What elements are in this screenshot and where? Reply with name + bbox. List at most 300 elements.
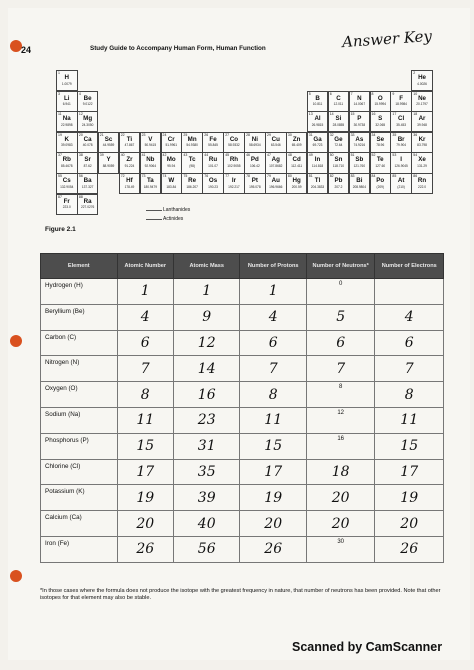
element-cell-rn — [411, 173, 433, 194]
element-cell-c — [328, 91, 350, 112]
cell-atomic-number: 11 — [58, 112, 62, 117]
cell-mass: 10.811 — [312, 102, 323, 107]
cell-atomic-number: 55 — [58, 174, 62, 178]
cell-symbol: Mg — [83, 115, 93, 123]
cell-protons: 26 — [240, 536, 306, 562]
cell-protons: 7 — [240, 356, 306, 382]
cell-symbol: Mn — [187, 135, 197, 143]
cell-neutrons: 7 — [306, 356, 375, 382]
cell-symbol: Ti — [126, 135, 133, 143]
running-header: Study Guide to Accompany Human Form, Human Function — [90, 45, 266, 52]
cell-mass: 55.845 — [208, 143, 218, 148]
cell-atomic-number: 32 — [329, 132, 334, 137]
cell-mass: 24.3050 — [81, 122, 94, 127]
cell-symbol: He — [418, 74, 426, 81]
cell-symbol: Ne — [418, 94, 426, 102]
cell-atomic-number: 86 — [413, 174, 418, 178]
cell-symbol: Pb — [334, 177, 343, 184]
footnote: *In those cases where the formula does not produce the isotope with the greatest frequency in nature, that number of neutrons has been provided. Note that other isotopes for that element may also be stable. — [40, 588, 441, 601]
cell-mass: 83.798 — [417, 143, 427, 148]
element-cell-he — [411, 70, 433, 91]
cell-atomic-number: 13 — [308, 112, 313, 117]
element-cell-os — [202, 173, 224, 194]
cell-electrons — [375, 279, 444, 305]
cell-mass: (209) — [376, 184, 384, 189]
cell-symbol: Se — [376, 135, 385, 143]
element-cell-cs — [56, 173, 78, 194]
cell-atomic-number: 27 — [225, 132, 230, 137]
cell-symbol: Y — [106, 156, 111, 164]
cell-symbol: Be — [83, 94, 92, 102]
cell-symbol: Al — [314, 115, 321, 123]
cell-atomic-number: 51 — [350, 153, 355, 158]
element-cell-sn — [328, 152, 350, 173]
element-cell-zr — [119, 152, 141, 173]
element-cell-ta — [140, 173, 162, 194]
cell-atomic-mass: 40 — [173, 511, 239, 537]
cell-atomic-number: 56 — [78, 174, 83, 178]
cell-mass: 92.9064 — [144, 163, 157, 168]
cell-atomic-number: 49 — [308, 153, 313, 158]
cell-mass: 58.9332 — [228, 143, 240, 148]
cell-atomic-number: 87 — [58, 194, 62, 199]
cell-symbol: Tl — [314, 177, 321, 184]
cell-symbol: Ir — [231, 177, 236, 184]
cell-mass: 227.0276 — [80, 205, 95, 210]
element-cell-te — [370, 152, 392, 173]
cell-atomic-number: 50 — [329, 153, 334, 158]
element-cell-ga — [307, 132, 329, 153]
element-cell-nb — [140, 152, 162, 173]
cell-element: Potassium (K) — [41, 485, 118, 511]
cell-atomic-number: 31 — [308, 132, 313, 137]
cell-atomic-number: 45 — [225, 153, 230, 158]
cell-symbol: Mo — [166, 156, 176, 164]
cell-atomic-number: 15 — [350, 112, 355, 117]
cell-mass: 95.94 — [167, 163, 176, 168]
cell-symbol: F — [399, 94, 404, 102]
scanner-watermark: Scanned by CamScanner — [292, 640, 443, 654]
cell-atomic-number: 17 — [117, 459, 173, 485]
table-body — [41, 279, 444, 563]
cell-mass: 32.065 — [375, 122, 386, 127]
cell-mass: 186.207 — [186, 184, 198, 189]
element-cell-ge — [328, 132, 350, 153]
cell-mass: 22.9898 — [60, 122, 73, 127]
cell-mass: 200.59 — [291, 184, 302, 189]
cell-atomic-number: 82 — [329, 174, 334, 178]
cell-atomic-number: 3 — [58, 91, 60, 96]
cell-mass: 183.84 — [166, 184, 177, 189]
cell-symbol: Bi — [356, 177, 363, 184]
element-cell-cr — [161, 132, 183, 153]
cell-atomic-mass: 9 — [173, 304, 239, 330]
cell-element: Hydrogen (H) — [41, 279, 118, 305]
cell-mass: 112.411 — [291, 163, 303, 168]
element-cell-re — [181, 173, 203, 194]
cell-symbol: Xe — [418, 156, 426, 164]
element-cell-ag — [265, 152, 287, 173]
cell-protons: 19 — [240, 485, 306, 511]
element-cell-pb — [328, 173, 350, 194]
cell-symbol: Po — [376, 177, 385, 184]
element-cell-n — [349, 91, 371, 112]
cell-atomic-number: 20 — [78, 132, 83, 137]
cell-atomic-number: 75 — [183, 174, 188, 178]
cell-atomic-number: 19 — [58, 132, 62, 137]
cell-atomic-mass: 16 — [173, 382, 239, 408]
cell-symbol: Os — [208, 177, 218, 184]
cell-element: Calcium (Ca) — [41, 511, 118, 537]
cell-atomic-number: 26 — [204, 132, 209, 137]
cell-mass: 222.0 — [418, 184, 427, 189]
cell-mass: 40.078 — [82, 143, 93, 148]
element-cell-pt — [244, 173, 266, 194]
cell-atomic-number: 19 — [117, 485, 173, 511]
cell-symbol: Pd — [250, 156, 259, 164]
actinides-label: Actinides — [163, 216, 184, 222]
cell-electrons: 4 — [375, 304, 444, 330]
cell-symbol: V — [148, 135, 153, 143]
element-cell-si — [328, 111, 350, 132]
cell-mass: 18.9984 — [395, 102, 407, 107]
cell-symbol: Nb — [146, 156, 155, 164]
cell-mass: 39.0983 — [60, 143, 73, 148]
cell-atomic-number: 7 — [117, 356, 173, 382]
cell-atomic-number: 36 — [413, 132, 418, 137]
cell-mass: 178.49 — [124, 184, 135, 189]
cell-mass: 15.9994 — [374, 102, 387, 107]
cell-atomic-number: 80 — [287, 174, 292, 178]
cell-atomic-number: 2 — [413, 71, 416, 75]
element-cell-fe — [202, 132, 224, 153]
cell-mass: 28.0855 — [332, 122, 345, 127]
element-cell-br — [390, 132, 412, 153]
cell-atomic-mass: 14 — [173, 356, 239, 382]
cell-atomic-number: 74 — [162, 174, 167, 178]
cell-symbol: Pt — [251, 177, 258, 184]
page-number: 24 — [21, 45, 32, 55]
cell-mass: 126.9045 — [394, 163, 408, 168]
lanthanides-label: Lanthanides — [163, 207, 191, 213]
cell-electrons: 15 — [375, 433, 444, 459]
cell-element: Nitrogen (N) — [41, 356, 118, 382]
cell-mass: 69.723 — [312, 143, 323, 148]
cell-atomic-number: 6 — [117, 330, 173, 356]
cell-atomic-mass: 1 — [173, 279, 239, 305]
cell-electrons: 7 — [375, 356, 444, 382]
cell-symbol: In — [314, 156, 321, 164]
element-cell-bi — [349, 173, 371, 194]
table-header-row — [41, 254, 444, 279]
cell-mass: 14.0067 — [353, 102, 366, 107]
cell-neutrons: 30 — [306, 536, 375, 562]
cell-atomic-number: 52 — [371, 153, 376, 158]
cell-symbol: Hg — [292, 177, 301, 184]
cell-atomic-number: 4 — [117, 304, 173, 330]
cell-mass: (210) — [397, 184, 405, 189]
cell-atomic-mass: 31 — [173, 433, 239, 459]
cell-mass: 6.941 — [62, 102, 71, 107]
header-atomic-mass: Atomic Mass — [173, 254, 239, 279]
cell-electrons: 11 — [375, 407, 444, 433]
cell-mass: 30.9738 — [353, 122, 366, 127]
cell-symbol: Hf — [126, 177, 133, 184]
element-cell-o — [370, 91, 392, 112]
cell-symbol: Li — [64, 94, 70, 102]
cell-atomic-number: 46 — [246, 153, 250, 158]
cell-symbol: Cl — [398, 115, 405, 123]
cell-mass: 26.9815 — [311, 122, 324, 127]
cell-atomic-number: 78 — [246, 174, 250, 178]
cell-element: Carbon (C) — [41, 330, 118, 356]
cell-atomic-number: 14 — [329, 112, 334, 117]
cell-mass: 180.9479 — [143, 184, 157, 189]
table-row — [41, 536, 444, 562]
cell-symbol: Rn — [417, 177, 427, 184]
header-neutrons: Number of Neutrons* — [306, 254, 375, 279]
cell-symbol: Rh — [229, 156, 239, 164]
cell-atomic-number: 8 — [371, 91, 374, 96]
cell-electrons: 17 — [375, 459, 444, 485]
element-cell-b — [307, 91, 329, 112]
cell-mass: 190.23 — [208, 184, 218, 189]
cell-mass: 192.217 — [228, 184, 240, 189]
cell-mass: 1.0079 — [61, 81, 72, 86]
header-electrons: Number of Electrons — [375, 254, 444, 279]
element-cell-y — [98, 152, 120, 173]
cell-symbol: Ba — [83, 177, 92, 184]
cell-protons: 11 — [240, 407, 306, 433]
cell-symbol: Ta — [146, 177, 154, 184]
element-cell-hf — [119, 173, 141, 194]
table-row — [41, 330, 444, 356]
element-cell-hg — [286, 173, 308, 194]
cell-atomic-number: 22 — [120, 132, 125, 137]
element-cell-xe — [411, 152, 433, 173]
cell-atomic-number: 81 — [308, 174, 313, 178]
cell-electrons: 20 — [375, 511, 444, 537]
cell-mass: 44.9559 — [102, 143, 115, 148]
cell-atomic-number: 29 — [267, 132, 271, 137]
cell-protons: 4 — [240, 304, 306, 330]
cell-atomic-number: 35 — [392, 132, 397, 137]
table-row — [41, 382, 444, 408]
cell-atomic-number: 40 — [120, 153, 125, 158]
cell-symbol: Kr — [418, 135, 426, 143]
cell-element: Beryllium (Be) — [41, 304, 118, 330]
cell-atomic-number: 48 — [287, 153, 292, 158]
table-row — [41, 459, 444, 485]
cell-atomic-number: 26 — [117, 536, 173, 562]
element-cell-as — [349, 132, 371, 153]
cell-mass: 196.9666 — [269, 184, 283, 189]
cell-mass: 63.546 — [270, 143, 281, 148]
cell-atomic-number: 76 — [204, 174, 209, 178]
cell-mass: 132.9054 — [60, 184, 74, 189]
element-cell-w — [161, 173, 183, 194]
header-atomic-number: Atomic Number — [117, 254, 173, 279]
cell-mass: 50.9415 — [144, 143, 157, 148]
cell-atomic-number: 17 — [392, 112, 397, 117]
cell-mass: 208.9804 — [352, 184, 366, 189]
element-cell-be — [77, 91, 99, 112]
element-cell-al — [307, 111, 329, 132]
element-cell-sr — [77, 152, 99, 173]
cell-atomic-mass: 23 — [173, 407, 239, 433]
cell-electrons: 19 — [375, 485, 444, 511]
cell-symbol: I — [400, 156, 402, 164]
cell-mass: 39.948 — [417, 122, 427, 127]
cell-mass: 106.42 — [249, 163, 260, 168]
element-cell-cd — [286, 152, 308, 173]
cell-symbol: P — [357, 115, 362, 123]
cell-symbol: Ga — [313, 135, 322, 143]
cell-atomic-number: 7 — [350, 91, 353, 96]
cell-atomic-number: 8 — [117, 382, 173, 408]
element-cell-ni — [244, 132, 266, 153]
cell-atomic-number: 11 — [117, 407, 173, 433]
cell-symbol: Cr — [167, 135, 175, 143]
element-cell-fr — [56, 194, 78, 215]
cell-atomic-mass: 56 — [173, 536, 239, 562]
cell-neutrons: 5 — [306, 304, 375, 330]
cell-symbol: W — [168, 177, 175, 184]
cell-atomic-number: 18 — [413, 112, 418, 117]
cell-atomic-mass: 39 — [173, 485, 239, 511]
cell-electrons: 26 — [375, 536, 444, 562]
cell-atomic-number: 34 — [371, 132, 376, 137]
binder-hole-bottom — [10, 570, 22, 582]
cell-electrons: 6 — [375, 330, 444, 356]
cell-symbol: Cu — [271, 135, 280, 143]
cell-mass: 12.011 — [333, 102, 344, 107]
table-row — [41, 433, 444, 459]
element-cell-sc — [98, 132, 120, 153]
cell-neutrons: 20 — [306, 511, 375, 537]
cell-mass: 114.818 — [311, 163, 324, 168]
cell-mass: 118.710 — [332, 163, 345, 168]
cell-symbol: At — [397, 177, 405, 184]
element-cell-tl — [307, 173, 329, 194]
cell-symbol: Ar — [418, 115, 426, 123]
cell-mass: 54.9380 — [186, 143, 198, 148]
cell-protons: 1 — [240, 279, 306, 305]
cell-symbol: Ni — [251, 135, 258, 143]
cell-neutrons: 16 — [306, 433, 375, 459]
element-cell-k — [56, 132, 78, 153]
cell-symbol: Br — [397, 135, 405, 143]
cell-mass: 9.0122 — [82, 102, 93, 107]
element-cell-zn — [286, 132, 308, 153]
cell-atomic-number: 37 — [58, 153, 62, 158]
cell-atomic-number: 47 — [267, 153, 271, 158]
cell-mass: 65.409 — [291, 143, 302, 148]
cell-mass: 85.4678 — [60, 163, 73, 168]
cell-symbol: Tc — [188, 156, 196, 164]
element-cell-cl — [390, 111, 412, 132]
table-row — [41, 407, 444, 433]
cell-mass: 20.1797 — [416, 102, 428, 107]
element-cell-h — [56, 70, 78, 91]
cell-symbol: C — [336, 94, 341, 102]
cell-atomic-number: 9 — [392, 91, 395, 96]
table-row — [41, 511, 444, 537]
cell-atomic-number: 83 — [350, 174, 355, 178]
cell-symbol: Ru — [208, 156, 218, 164]
cell-atomic-mass: 35 — [173, 459, 239, 485]
cell-symbol: H — [64, 74, 69, 81]
cell-atomic-number: 38 — [78, 153, 83, 158]
cell-mass: 88.9059 — [102, 163, 115, 168]
cell-element: Sodium (Na) — [41, 407, 118, 433]
element-cell-ir — [223, 173, 245, 194]
cell-mass: 131.29 — [417, 163, 427, 168]
cell-protons: 20 — [240, 511, 306, 537]
cell-symbol: O — [377, 94, 383, 102]
cell-atomic-number: 6 — [329, 91, 332, 96]
cell-neutrons: 20 — [306, 485, 375, 511]
cell-symbol: Cd — [292, 156, 301, 164]
cell-symbol: Co — [229, 135, 239, 143]
element-cell-v — [140, 132, 162, 153]
element-cell-f — [390, 91, 412, 112]
element-cell-mo — [161, 152, 183, 173]
cell-symbol: K — [64, 135, 69, 143]
element-cell-po — [370, 173, 392, 194]
element-cell-mg — [77, 111, 99, 132]
element-cell-mn — [181, 132, 203, 153]
cell-mass: 91.224 — [124, 163, 135, 168]
cell-mass: 35.453 — [396, 122, 407, 127]
cell-mass: 58.6934 — [249, 143, 261, 148]
element-cell-p — [349, 111, 371, 132]
cell-electrons: 8 — [375, 382, 444, 408]
figure-label: Figure 2.1 — [45, 226, 76, 233]
cell-mass: 204.3833 — [310, 184, 325, 189]
lanthanides-pointer — [146, 210, 162, 211]
element-cell-co — [223, 132, 245, 153]
cell-protons: 6 — [240, 330, 306, 356]
cell-symbol: Fe — [209, 135, 217, 143]
element-cell-se — [370, 132, 392, 153]
cell-symbol: Sn — [334, 156, 343, 164]
cell-symbol: Rb — [62, 156, 71, 164]
cell-symbol: Zr — [126, 156, 133, 164]
cell-atomic-number: 44 — [204, 153, 209, 158]
cell-mass: 107.8682 — [269, 163, 283, 168]
cell-symbol: Ge — [334, 135, 343, 143]
cell-symbol: Si — [335, 115, 342, 123]
cell-atomic-mass: 12 — [173, 330, 239, 356]
cell-atomic-number: 12 — [78, 112, 83, 117]
cell-symbol: Ag — [271, 156, 280, 164]
element-cell-rh — [223, 152, 245, 173]
cell-symbol: Sr — [84, 156, 91, 164]
cell-atomic-number: 88 — [78, 194, 83, 199]
cell-mass: 87.62 — [83, 163, 92, 168]
cell-atomic-number: 72 — [120, 174, 125, 178]
cell-atomic-number: 42 — [162, 153, 167, 158]
cell-mass: 78.96 — [376, 143, 385, 148]
element-cell-ne — [411, 91, 433, 112]
cell-mass: 223.0 — [62, 205, 71, 210]
element-cell-ra — [77, 194, 99, 215]
element-cell-sb — [349, 152, 371, 173]
cell-mass: 72.64 — [334, 143, 343, 148]
cell-atomic-number: 1 — [58, 71, 60, 75]
cell-atomic-number: 28 — [246, 132, 250, 137]
